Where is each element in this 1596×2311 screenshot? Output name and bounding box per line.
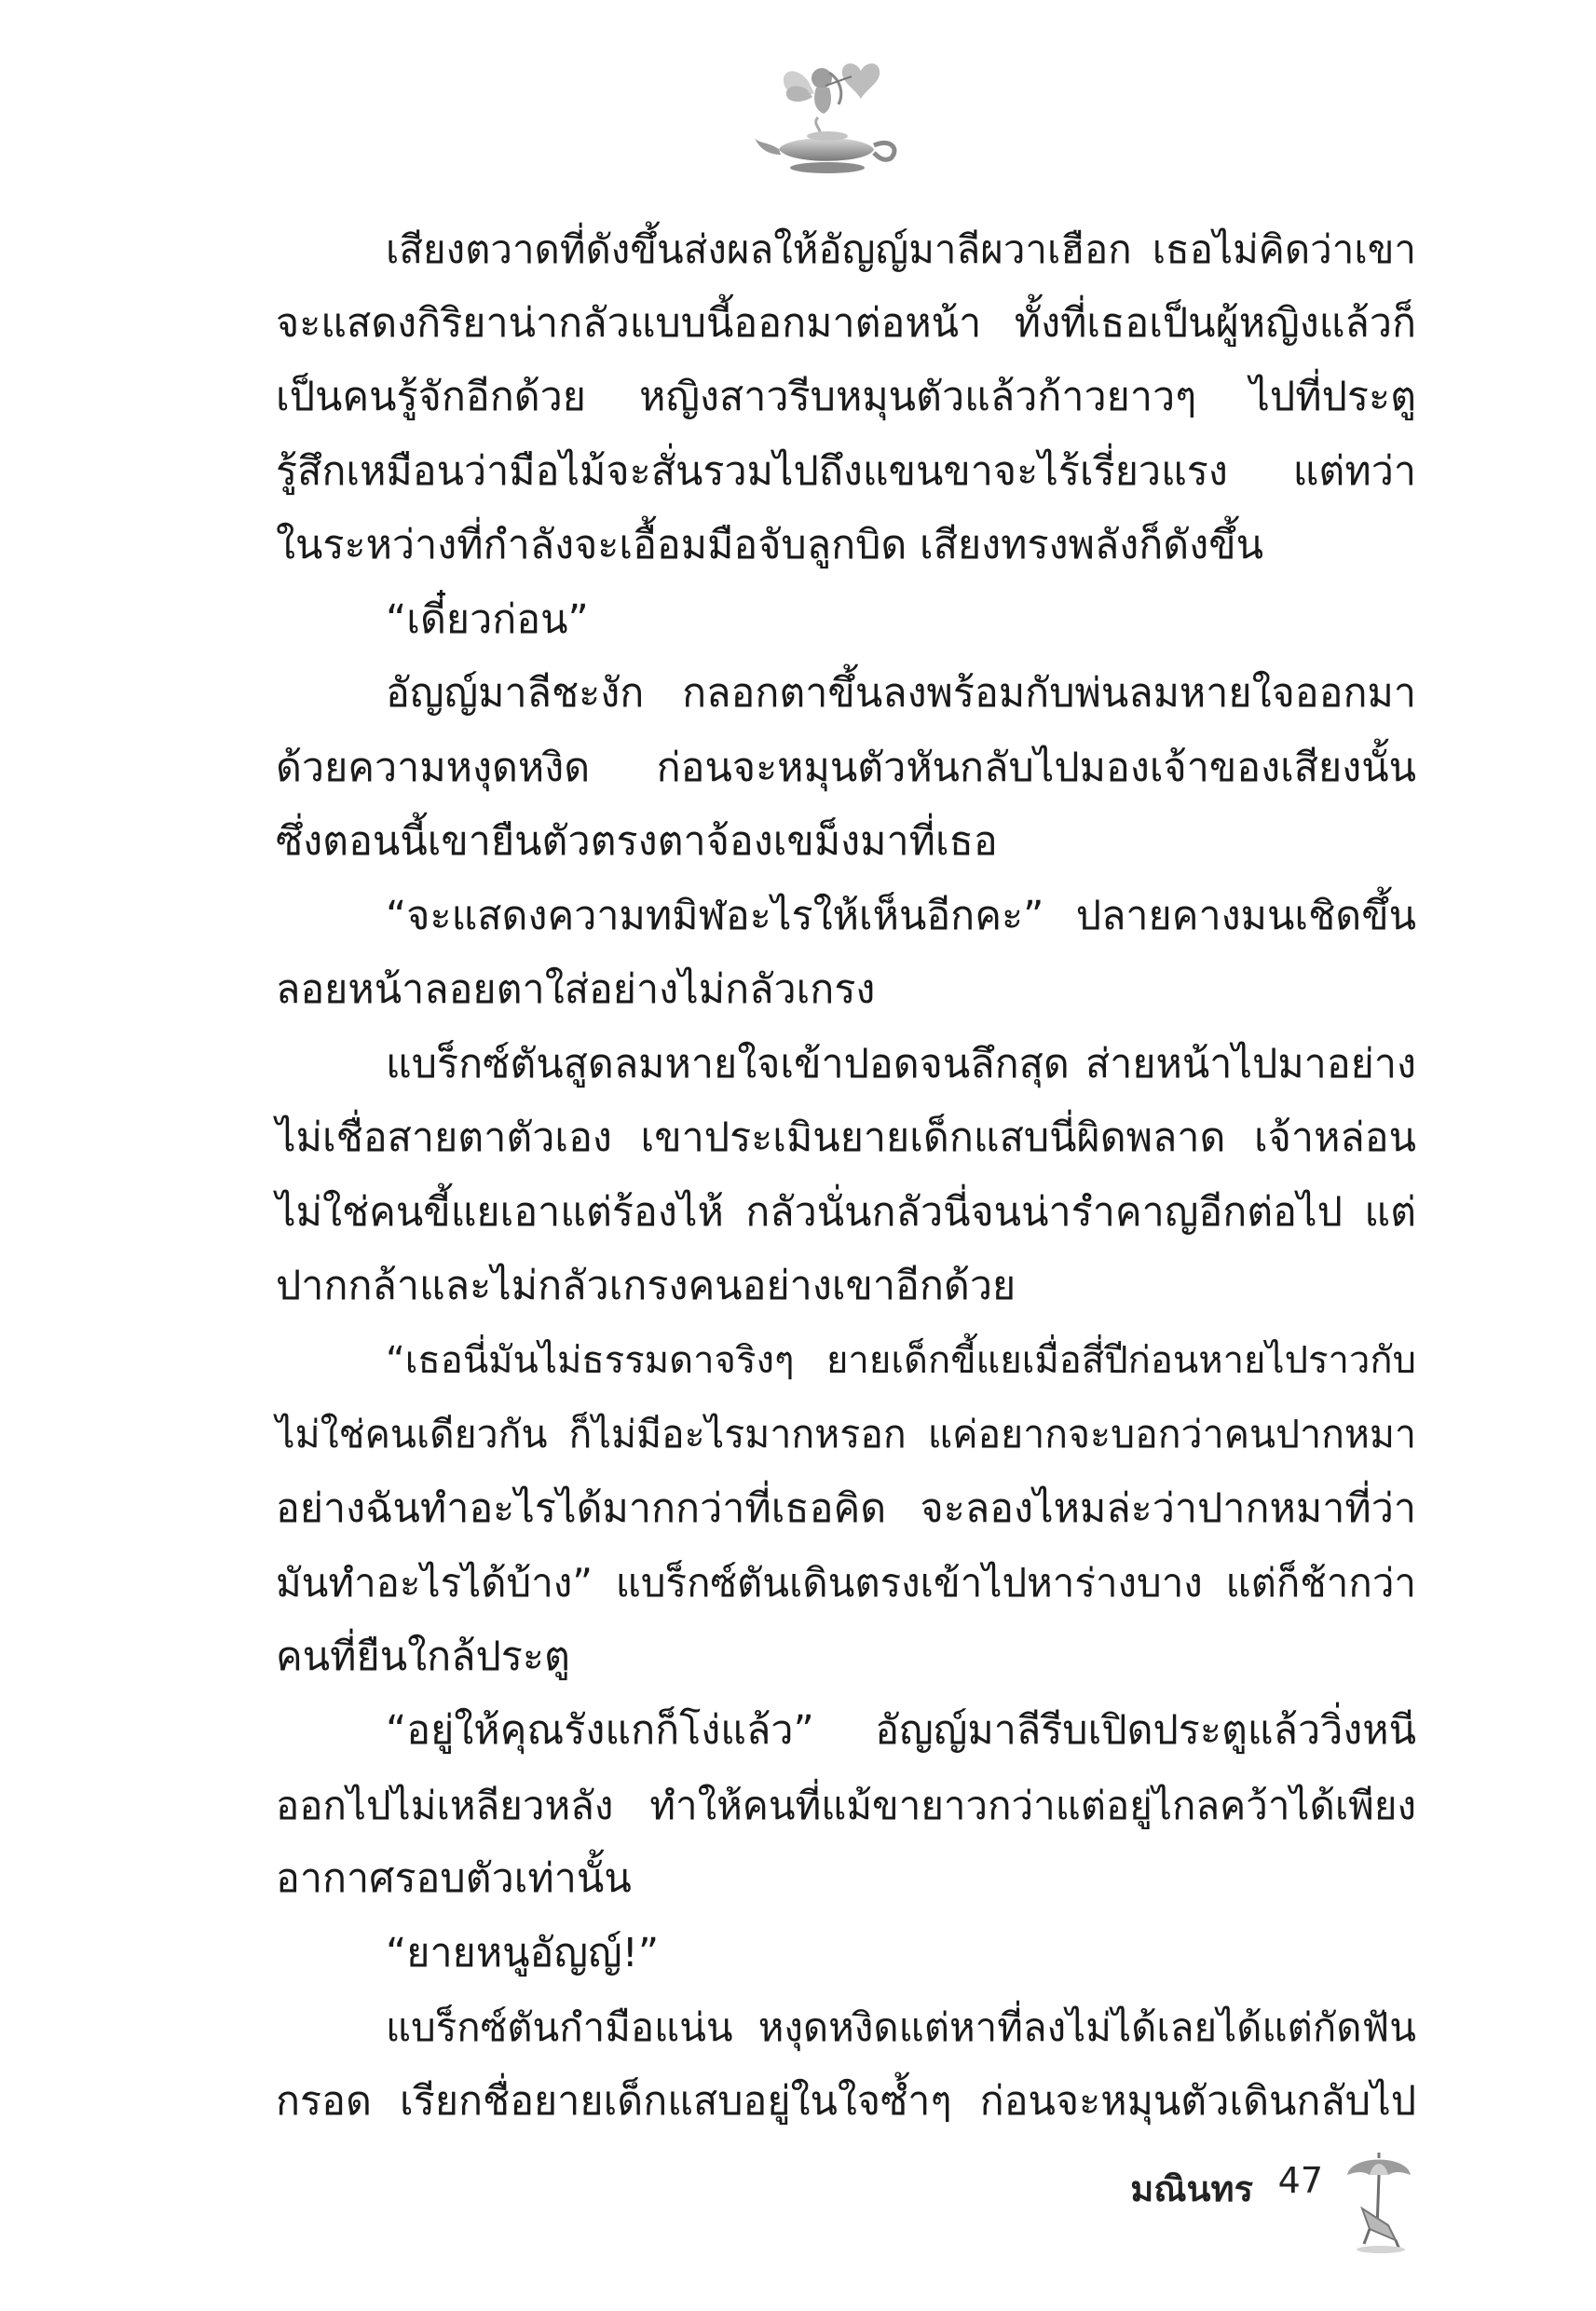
cupid-teapot-ornament-icon (751, 45, 909, 185)
text-line: ลอยหน้าลอยตาใส่อย่างไม่กลัวเกรง (276, 966, 876, 1013)
text-line: “อยู่ให้คุณรังแกก็โง่แล้ว” อัญญ์มาลีรีบเปิดประตูแล้ววิ่งหนี (386, 1707, 1416, 1754)
author-name: มณินทร (1130, 2168, 1253, 2209)
text-line: เสียงตวาดที่ดังขึ้นส่งผลให้อัญญ์มาลีผวาเฮือก เธอไม่คิดว่าเขา (386, 226, 1416, 272)
text-line: มันทำอะไรได้บ้าง” แบร็กซ์ตันเดินตรงเข้าไปหาร่างบาง แต่ก็ช้ากว่า (276, 1560, 1416, 1606)
text-line: ไม่เชื่อสายตาตัวเอง เขาประเมินยายเด็กแสบนี่ผิดพลาด เจ้าหล่อน (276, 1114, 1416, 1161)
text-line: เป็นคนรู้จักอีกด้วย หญิงสาวรีบหมุนตัวแล้วก้าวยาวๆ ไปที่ประตู (276, 374, 1416, 420)
text-line: คนที่ยืนใกล้ประตู (276, 1633, 570, 1680)
text-line: อย่างฉันทำอะไรได้มากกว่าที่เธอคิด จะลองไหมล่ะว่าปากหมาที่ว่า (276, 1484, 1416, 1532)
text-line: อากาศรอบตัวเท่านั้น (276, 1855, 632, 1902)
text-line: ปากกล้าและไม่กลัวเกรงคนอย่างเขาอีกด้วย (276, 1263, 1016, 1309)
text-line: แบร็กซ์ตันสูดลมหายใจเข้าปอดจนลึกสุด ส่ายหน้าไปมาอย่าง (386, 1040, 1416, 1087)
text-line: ด้วยความหงุดหงิด ก่อนจะหมุนตัวหันกลับไปมองเจ้าของเสียงนั้น (276, 744, 1416, 791)
text-line: ออกไปไม่เหลียวหลัง ทำให้คนที่แม้ขายาวกว่าแต่อยู่ไกลคว้าได้เพียง (276, 1782, 1416, 1828)
text-line: “เดี๋ยวก่อน” (386, 595, 589, 643)
text-line: “จะแสดงความทมิฬอะไรให้เห็นอีกคะ” ปลายคางมนเชิดขึ้น (386, 892, 1416, 939)
text-line: ไม่ใช่คนขี้แยเอาแต่ร้องไห้ กลัวนั่นกลัวนี่จนน่ารำคาญอีกต่อไป แต่ (276, 1188, 1416, 1236)
text-line: ซึ่งตอนนี้เขายืนตัวตรงตาจ้องเขม็งมาที่เธอ (276, 818, 998, 865)
body-text (276, 212, 1416, 2139)
text-line: อัญญ์มาลีชะงัก กลอกตาขึ้นลงพร้อมกับพ่นลมหายใจออกมา (386, 670, 1416, 717)
text-line: “เธอนี่มันไม่ธรรมดาจริงๆ ยายเด็กขี้แยเมื่อสี่ปีก่อนหายไปราวกับ (386, 1338, 1416, 1382)
text-line: ไม่ใช่คนเดียวกัน ก็ไม่มีอะไรมากหรอก แค่อยากจะบอกว่าคนปากหมา (276, 1412, 1416, 1456)
page-number: 47 (1277, 2160, 1323, 2201)
text-line: จะแสดงกิริยาน่ากลัวแบบนี้ออกมาต่อหน้า ทั้งที่เธอเป็นผู้หญิงแล้วก็ (276, 299, 1416, 347)
text-line: แบร็กซ์ตันกำมือแน่น หงุดหงิดแต่หาที่ลงไม่ได้เลยได้แต่กัดฟัน (386, 2004, 1416, 2050)
text-line: กรอด เรียกชื่อยายเด็กแสบอยู่ในใจซ้ำๆ ก่อนจะหมุนตัวเดินกลับไป (276, 2077, 1416, 2125)
page-footer (1071, 2143, 1444, 2264)
text-line: ในระหว่างที่กำลังจะเอื้อมมือจับลูกบิด เสียงทรงพลังก็ดังขึ้น (276, 522, 1264, 568)
text-line: “ยายหนูอัญญ์!” (386, 1929, 660, 1976)
beach-umbrella-chair-icon (1342, 2143, 1416, 2255)
text-line: รู้สึกเหมือนว่ามือไม้จะสั่นรวมไปถึงแขนขาจะไร้เรี่ยวแรง แต่ทว่า (276, 447, 1416, 495)
